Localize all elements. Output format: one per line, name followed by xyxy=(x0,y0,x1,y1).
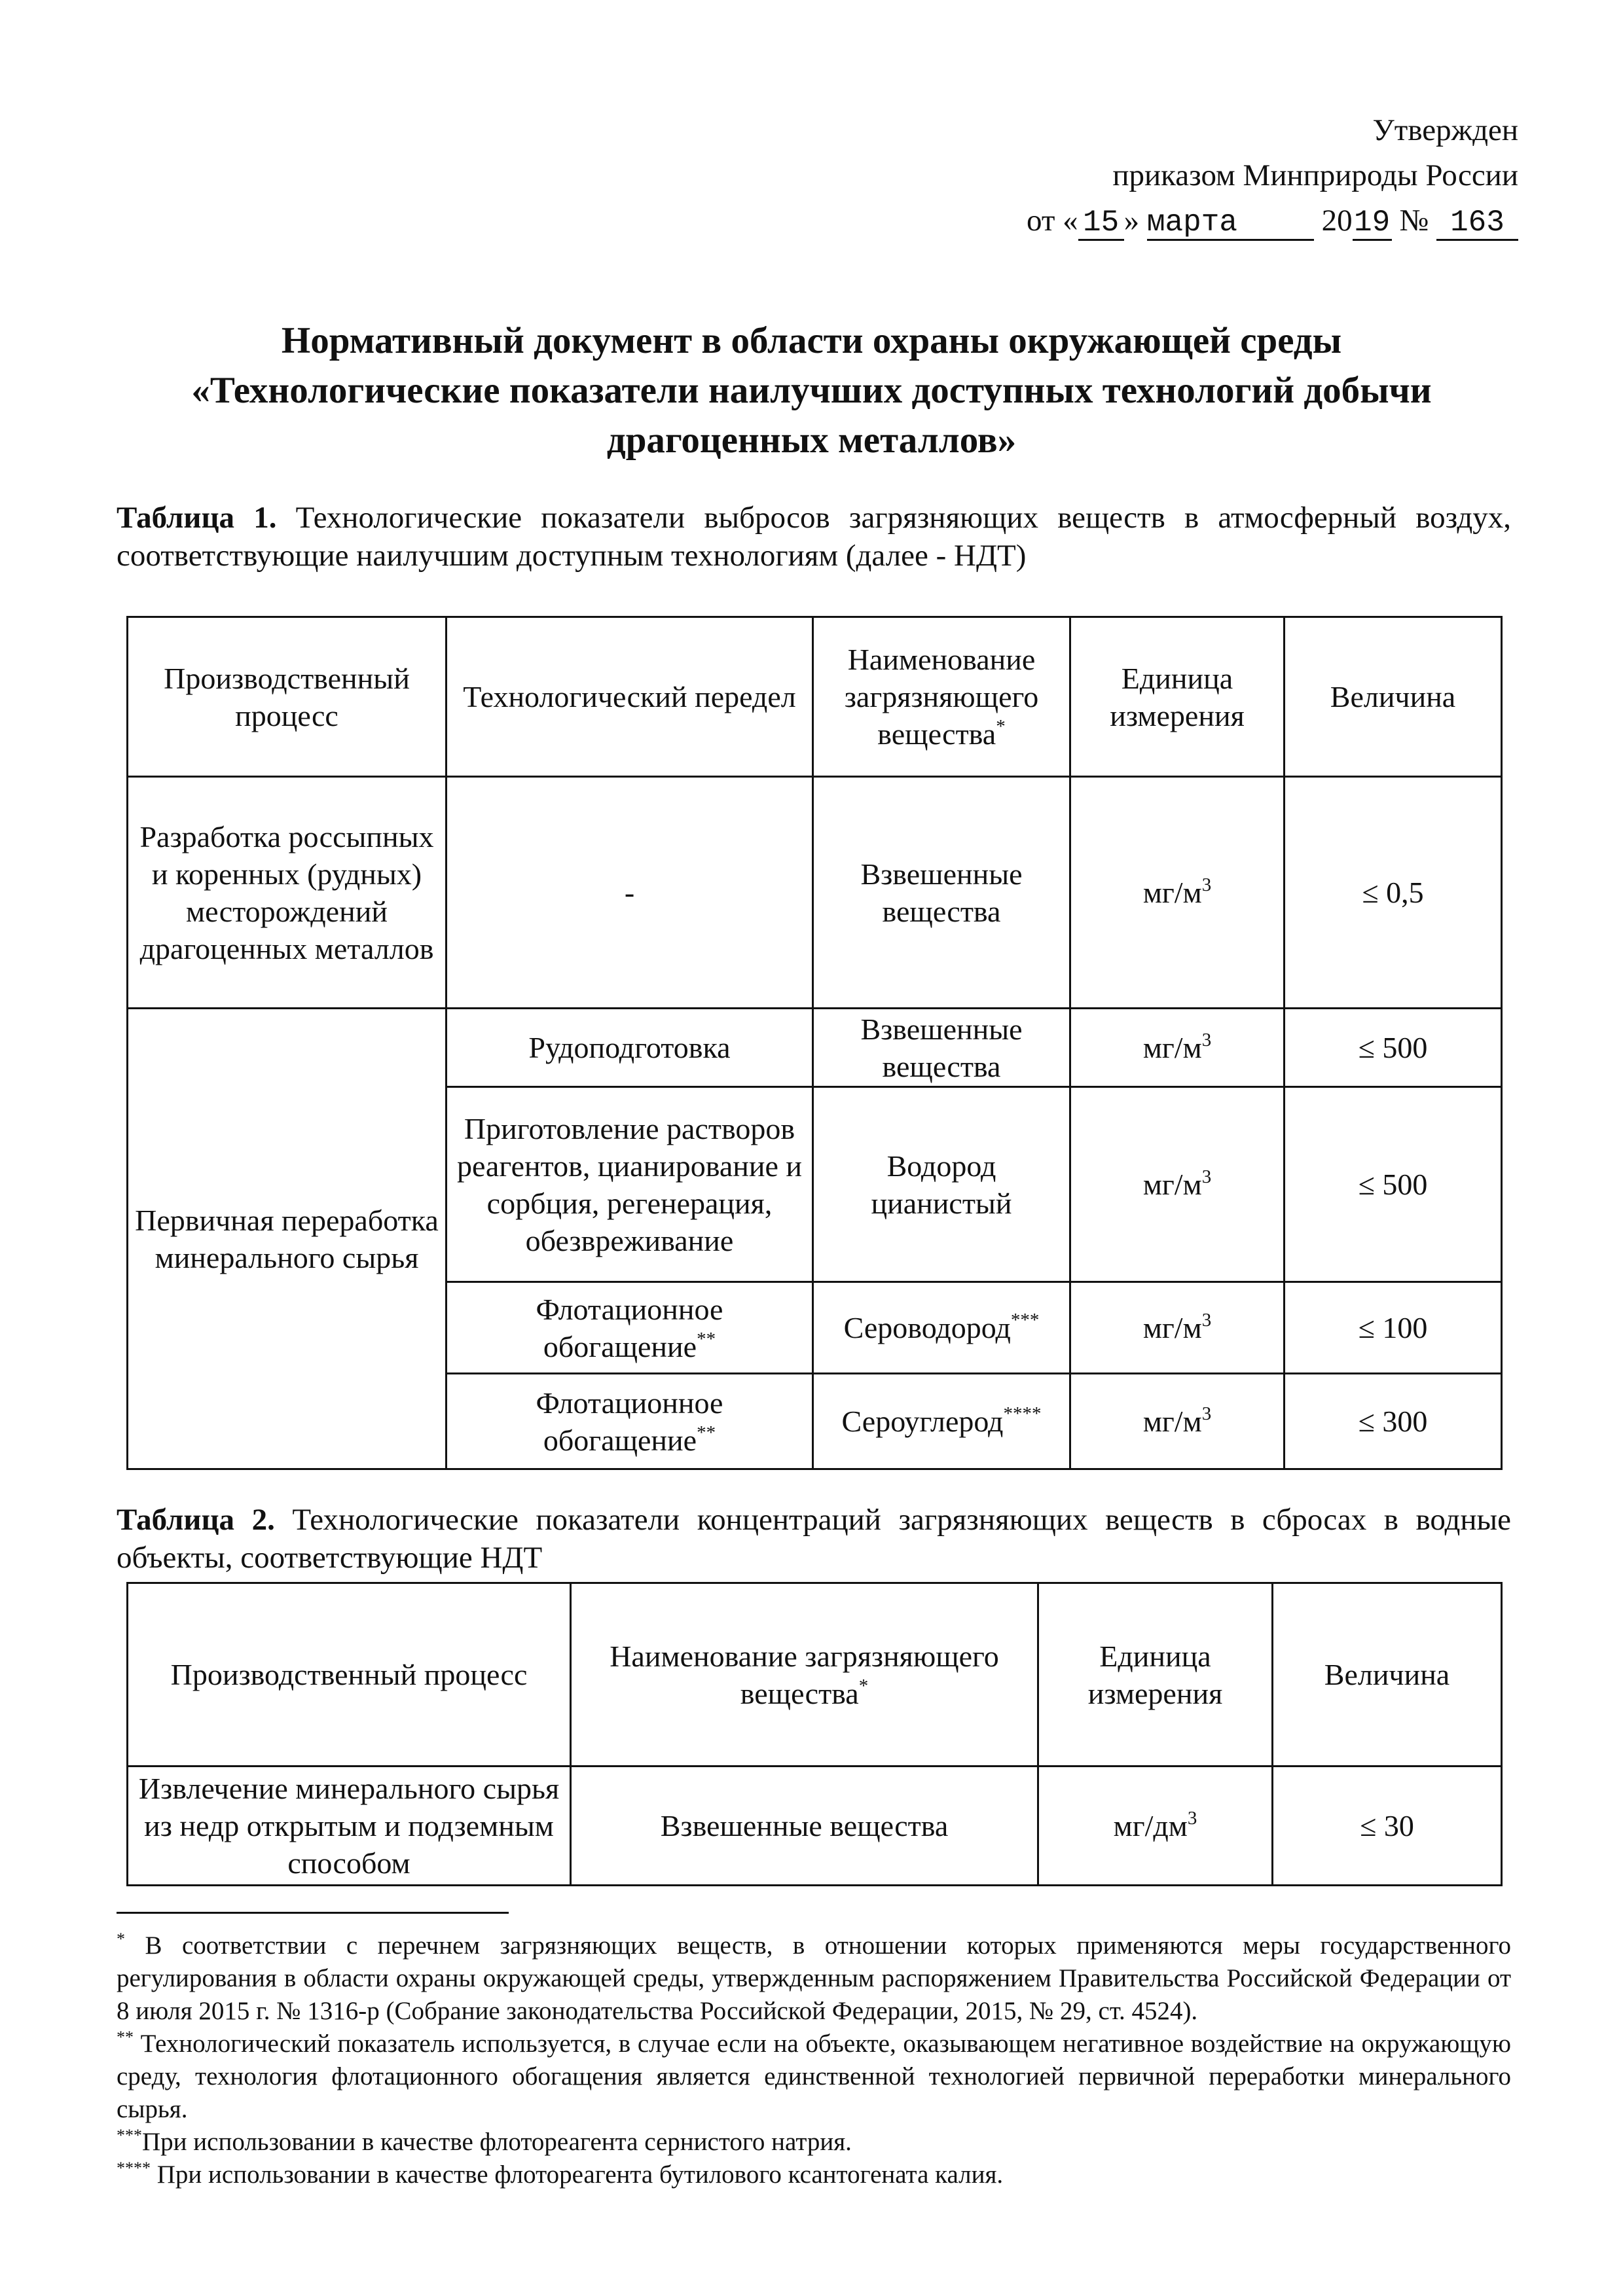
approval-line-approved: Утвержден xyxy=(1372,113,1518,147)
table-cell: - xyxy=(447,777,813,1009)
table-cell: Сероводород*** xyxy=(813,1282,1070,1374)
header-cell: Единица измерения xyxy=(1038,1583,1273,1767)
table-cell: $мг/м^3$ xyxy=(1070,1282,1285,1374)
header-cell: Технологический передел xyxy=(447,617,813,777)
table-cell: $мг/м^3$ xyxy=(1070,1009,1285,1087)
table-cell: ≤ 0,5 xyxy=(1285,777,1502,1009)
table2-caption: Таблица 2. Технологические показатели концентраций загрязняющих веществ в сбросах в водные объекты, соответствующие НДТ xyxy=(117,1503,1511,1575)
footnotes xyxy=(117,1929,1511,2191)
header-cell: Величина xyxy=(1273,1583,1502,1767)
footnote: * В соответствии с перечнем загрязняющих веществ, в отношении которых применяются меры государственного регулирования в области охраны окружающей среды, утвержденным распоряжением Правительства Российской Федерации от 8 июля 2015 г. № 1316-р (Собрание законодательства Российской Федерации, 2015, № 29, ст. 4524). xyxy=(117,1929,1511,2025)
table-cell: ≤ 500 xyxy=(1285,1087,1502,1282)
table-cell: ≤ 100 xyxy=(1285,1282,1502,1374)
table-cell: Разработка россыпных и коренных (рудных) месторождений драгоценных металлов xyxy=(128,777,447,1009)
table-cell: Рудоподготовка xyxy=(447,1009,813,1087)
document-title: Нормативный документ в области охраны окружающей среды «Технологические показатели наилучших доступных технологий добычи драгоценных металлов» xyxy=(191,320,1432,461)
table-cell: Взвешенные вещества xyxy=(813,1009,1070,1087)
approval-day: 15 xyxy=(1078,206,1124,241)
header-cell: Наименование загрязняющего вещества* xyxy=(813,617,1070,777)
approval-number: 163 xyxy=(1436,206,1518,241)
table1 xyxy=(126,616,1503,1470)
footnote: **** При использовании в качестве флотореагента бутилового ксантогената калия. xyxy=(117,2159,1004,2189)
table-row xyxy=(128,777,1502,1009)
footnote-divider xyxy=(117,1912,509,1914)
table-row xyxy=(128,1767,1502,1886)
table2 xyxy=(126,1582,1503,1886)
table-cell: Приготовление растворов реагентов, цианирование и сорбция, регенерация, обезвреживание xyxy=(447,1087,813,1282)
approval-line-order: приказом Минприроды России xyxy=(1112,158,1518,192)
header-cell: Наименование загрязняющего вещества* xyxy=(571,1583,1038,1767)
table-cell: $мг/дм^3$ xyxy=(1038,1767,1273,1886)
table-cell: Взвешенные вещества xyxy=(571,1767,1038,1886)
approval-year: 19 xyxy=(1353,206,1392,241)
table-cell: $мг/м^3$ xyxy=(1070,1374,1285,1469)
footnote: ***При использовании в качестве флотореагента сернистого натрия. xyxy=(117,2126,852,2156)
table-cell: ≤ 300 xyxy=(1285,1374,1502,1469)
table-cell: Извлечение минерального сырья из недр открытым и подземным способом xyxy=(128,1767,571,1886)
table-cell: Флотационное обогащение** xyxy=(447,1282,813,1374)
table-row xyxy=(128,1009,1502,1087)
header-cell: Величина xyxy=(1285,617,1502,777)
header-cell: Производственный процесс xyxy=(128,1583,571,1767)
footnote: ** Технологический показатель используется, в случае если на объекте, оказывающем негативное воздействие на окружающую среду, технология флотационного обогащения является единственной технологией первичной переработки минерального сырья. xyxy=(117,2028,1511,2123)
table1-caption: Таблица 1. Технологические показатели выбросов загрязняющих веществ в атмосферный воздух, соответствующие наилучшим доступным технологиям (далее - НДТ) xyxy=(117,501,1511,573)
table-cell: $мг/м^3$ xyxy=(1070,777,1285,1009)
approval-line-date: от « 15 » марта 2019 № 163 xyxy=(1027,198,1518,243)
header-cell: Единица измерения xyxy=(1070,617,1285,777)
table-cell: Взвешенные вещества xyxy=(813,777,1070,1009)
table-cell: Флотационное обогащение** xyxy=(447,1374,813,1469)
header-cell: Производственный процесс xyxy=(128,617,447,777)
table1-header-row xyxy=(128,617,1502,777)
approval-block xyxy=(1027,108,1518,243)
table-cell: $мг/м^3$ xyxy=(1070,1087,1285,1282)
table-cell: Сероуглерод**** xyxy=(813,1374,1070,1469)
table-cell: Первичная переработка минерального сырья xyxy=(128,1009,447,1469)
table2-header-row xyxy=(128,1583,1502,1767)
table-cell: ≤ 500 xyxy=(1285,1009,1502,1087)
table-cell: Водород цианистый xyxy=(813,1087,1070,1282)
approval-month: марта xyxy=(1147,206,1314,241)
table-cell: ≤ 30 xyxy=(1273,1767,1502,1886)
